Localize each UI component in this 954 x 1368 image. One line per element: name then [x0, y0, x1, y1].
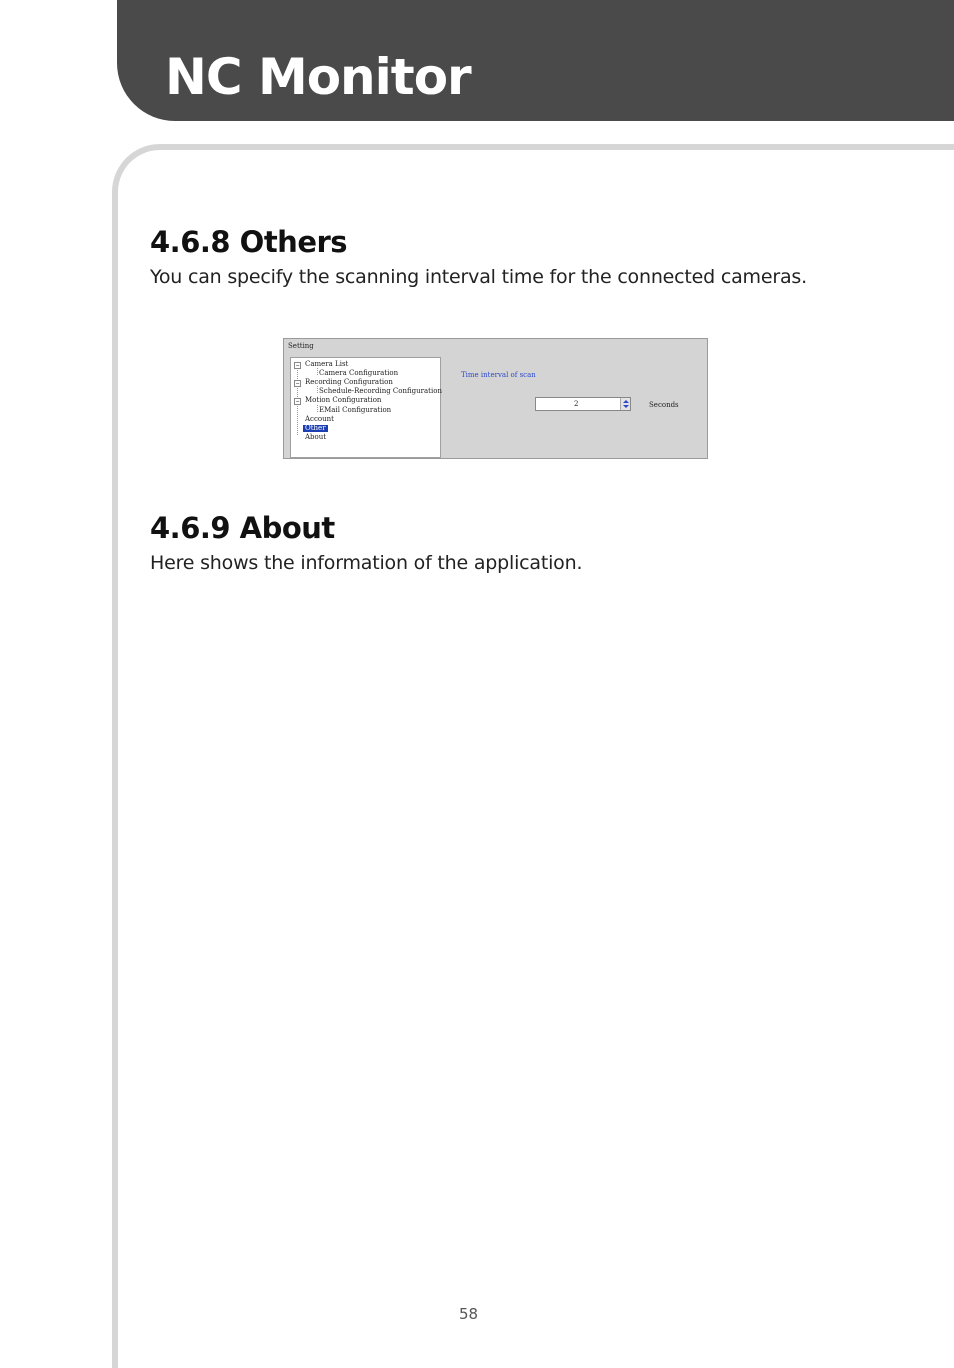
settings-tree: [290, 357, 441, 458]
spinner-buttons[interactable]: [620, 398, 630, 410]
section-heading-about: 4.6.9 About: [150, 511, 335, 545]
page-title: NC Monitor: [165, 48, 471, 106]
tree-connector: [317, 368, 318, 375]
tree-item-other[interactable]: Other: [305, 424, 326, 432]
content-frame: [112, 144, 954, 1368]
section-text-about: Here shows the information of the application.: [150, 552, 583, 574]
tree-connector: [317, 405, 318, 412]
tree-item-recording-configuration[interactable]: Recording Configuration: [305, 378, 393, 386]
spin-down-icon[interactable]: [623, 405, 629, 408]
tree-item-motion-configuration[interactable]: Motion Configuration: [305, 396, 382, 404]
collapse-icon[interactable]: −: [295, 362, 300, 369]
collapse-icon[interactable]: −: [295, 380, 300, 387]
seconds-unit-label: Seconds: [649, 401, 679, 409]
tree-item-account[interactable]: Account: [305, 415, 334, 423]
collapse-icon[interactable]: −: [295, 398, 300, 405]
scan-interval-value[interactable]: 2: [574, 400, 579, 408]
tree-connector: [317, 386, 318, 393]
settings-window-title: Setting: [288, 342, 314, 350]
section-heading-others: 4.6.8 Others: [150, 225, 348, 259]
tree-item-camera-configuration[interactable]: Camera Configuration: [319, 369, 399, 377]
section-text-others: You can specify the scanning interval time for the connected cameras.: [150, 266, 807, 288]
scan-interval-label: Time interval of scan: [461, 371, 536, 379]
scan-interval-stepper[interactable]: [535, 397, 631, 411]
tree-item-about[interactable]: About: [305, 433, 327, 441]
spin-up-icon[interactable]: [623, 400, 629, 403]
settings-screenshot: [283, 338, 708, 459]
tree-item-schedule-recording[interactable]: Schedule-Recording Configuration: [319, 387, 442, 395]
tree-item-email-configuration[interactable]: EMail Configuration: [319, 406, 392, 414]
tree-item-camera-list[interactable]: Camera List: [305, 360, 349, 368]
page-number: 58: [459, 1305, 479, 1323]
